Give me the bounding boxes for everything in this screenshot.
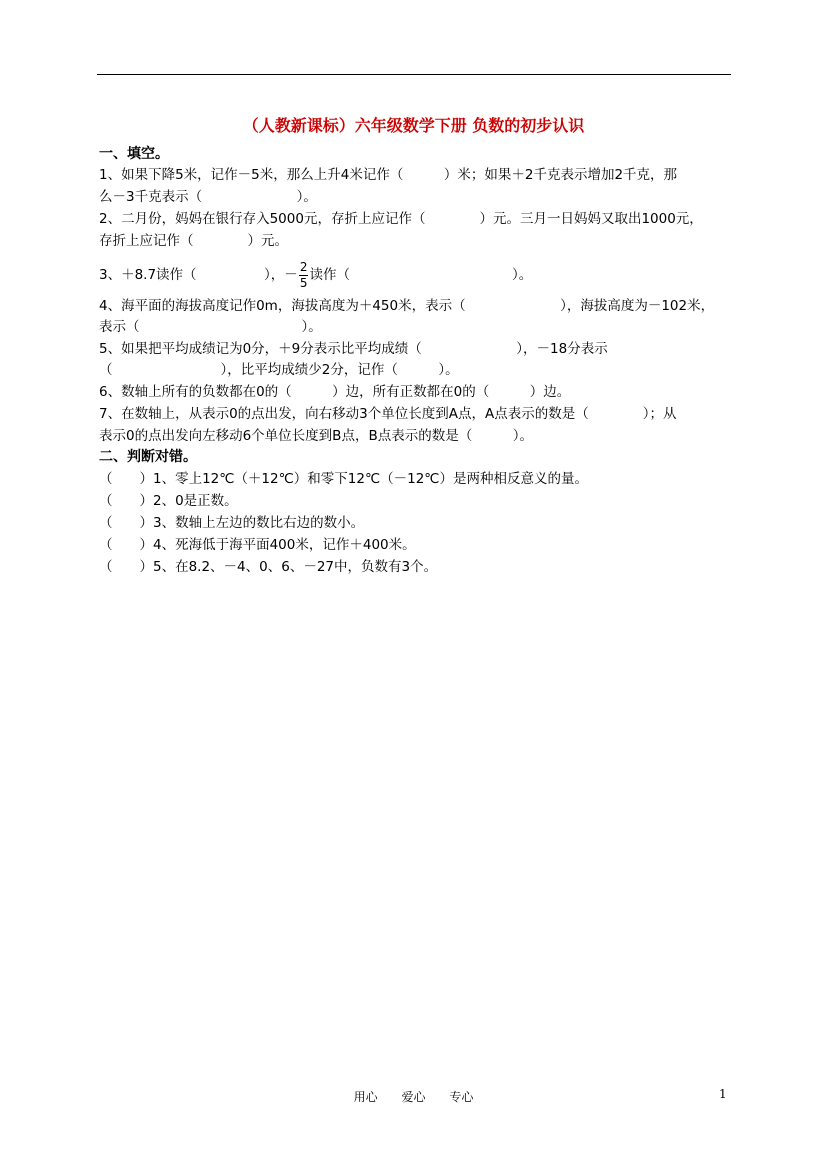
question-5-line-1: 5、如果把平均成绩记为0分，＋9分表示比平均成绩（ ），－18分表示 — [99, 341, 608, 357]
question-3-suffix: 读作（ ）。 — [309, 267, 533, 283]
fraction-denominator: 5 — [299, 275, 308, 290]
judge-item-4: （ ）4、死海低于海平面400米，记作＋400米。 — [99, 537, 416, 553]
question-3-prefix: 3、＋8.7读作（ ），－ — [99, 267, 298, 283]
question-5-line-2: （ ），比平均成绩少2分，记作（ ）。 — [99, 362, 459, 378]
question-7-line-1: 7、在数轴上，从表示0的点出发，向右移动3个单位长度到A点，A点表示的数是（ ）；从 — [99, 406, 677, 422]
question-4-line-2: 表示（ ）。 — [99, 319, 322, 335]
question-2-line-2: 存折上应记作（ ）元。 — [99, 233, 288, 249]
judge-item-1: （ ）1、零上12℃（＋12℃）和零下12℃（－12℃）是两种相反意义的量。 — [99, 471, 588, 487]
question-1-line-1: 1、如果下降5米，记作－5米，那么上升4米记作（ ）米；如果＋2千克表示增加2千克，那 — [99, 167, 678, 183]
page-footer — [0, 1088, 827, 1105]
page-number: 1 — [719, 1087, 727, 1101]
page-title: （人教新课标）六年级数学下册 负数的初步认识 — [242, 116, 585, 135]
question-1-line-2: 么－3千克表示（ ）。 — [99, 189, 317, 205]
footer-text-2: 爱心 — [401, 1090, 426, 1104]
question-3 — [99, 258, 731, 292]
header-rule — [97, 74, 731, 75]
question-2-line-1: 2、二月份，妈妈在银行存入5000元，存折上应记作（ ）元。三月一日妈妈又取出1000元， — [99, 211, 703, 227]
section-heading-fill-in: 一、填空。 — [99, 146, 169, 162]
judge-item-2: （ ）2、0是正数。 — [99, 493, 238, 509]
fraction-two-fifths — [299, 260, 309, 291]
question-4-line-1: 4、海平面的海拔高度记作0m，海拔高度为＋450米，表示（ ），海拔高度为－102米， — [99, 298, 715, 314]
question-6: 6、数轴上所有的负数都在0的（ ）边，所有正数都在0的（ ）边。 — [99, 384, 571, 400]
judge-item-5: （ ）5、在8.2、－4、0、6、－27中，负数有3个。 — [99, 559, 438, 575]
judge-item-3: （ ）3、数轴上左边的数比右边的数小。 — [99, 515, 365, 531]
question-7-line-2: 表示0的点出发向左移动6个单位长度到B点，B点表示的数是（ ）。 — [99, 428, 533, 444]
fraction-numerator: 2 — [299, 259, 308, 274]
footer-text-1: 用心 — [353, 1090, 378, 1104]
footer-text-3: 专心 — [449, 1090, 474, 1104]
section-heading-true-false: 二、判断对错。 — [99, 449, 197, 465]
